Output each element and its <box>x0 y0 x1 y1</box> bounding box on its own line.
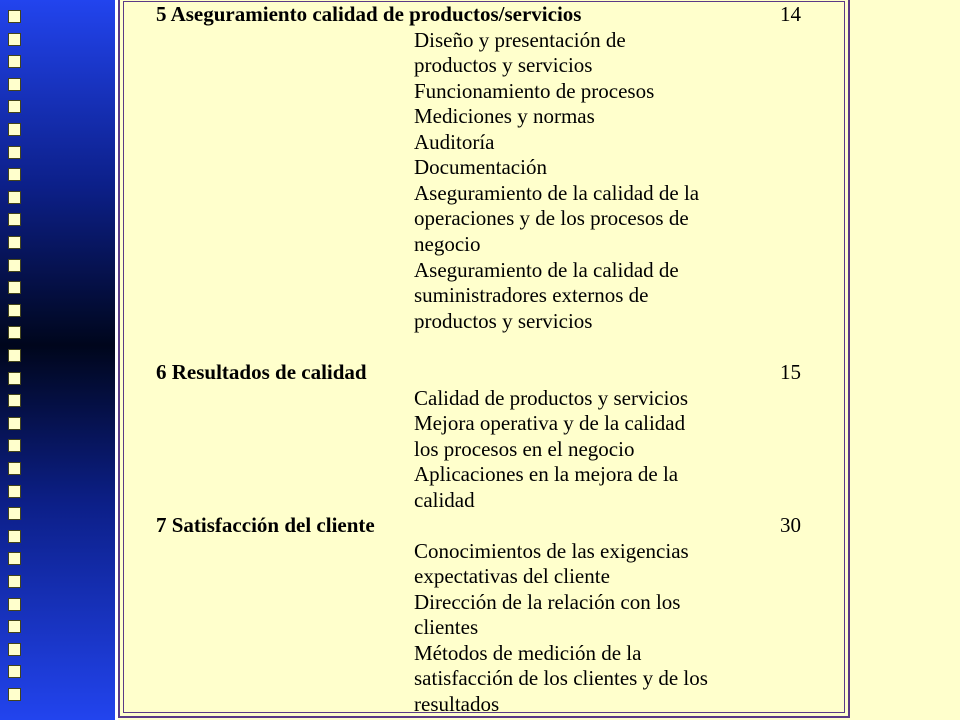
section-item: calidad <box>414 488 475 512</box>
section-item: negocio <box>414 232 481 256</box>
section-item: productos y servicios <box>414 309 593 333</box>
section-item: satisfacción de los clientes y de los <box>414 666 708 690</box>
section-item: los procesos en el negocio <box>414 437 635 461</box>
section-points: 30 <box>780 513 801 537</box>
section-item: Dirección de la relación con los <box>414 590 681 614</box>
section-item: Mejora operativa y de la calidad <box>414 411 686 435</box>
section-item: Diseño y presentación de <box>414 28 626 52</box>
section-item: suministradores externos de <box>414 283 649 307</box>
section-heading: 6 Resultados de calidad <box>156 360 367 384</box>
section-item: resultados <box>414 692 500 716</box>
section-item: Documentación <box>414 155 547 179</box>
section-item: Conocimientos de las exigencias <box>414 539 689 563</box>
section-item: Aplicaciones en la mejora de la <box>414 462 679 486</box>
section-item: clientes <box>414 615 479 639</box>
section-item: Funcionamiento de procesos <box>414 79 655 103</box>
section-item: productos y servicios <box>414 53 593 77</box>
section-item: Aseguramiento de la calidad de la <box>414 181 700 205</box>
section-item: Métodos de medición de la <box>414 641 642 665</box>
section-item: Auditoría <box>414 130 495 154</box>
section-heading: 5 Aseguramiento calidad de productos/servicios <box>156 2 582 26</box>
section-heading: 7 Satisfacción del cliente <box>156 513 375 537</box>
section-item: Mediciones y normas <box>414 104 595 128</box>
section-item: operaciones y de los procesos de <box>414 206 689 230</box>
section-item: expectativas del cliente <box>414 564 610 588</box>
section-points: 15 <box>780 360 801 384</box>
section-points: 14 <box>780 2 801 26</box>
section-item: Aseguramiento de la calidad de <box>414 258 679 282</box>
section-item: Calidad de productos y servicios <box>414 386 689 410</box>
